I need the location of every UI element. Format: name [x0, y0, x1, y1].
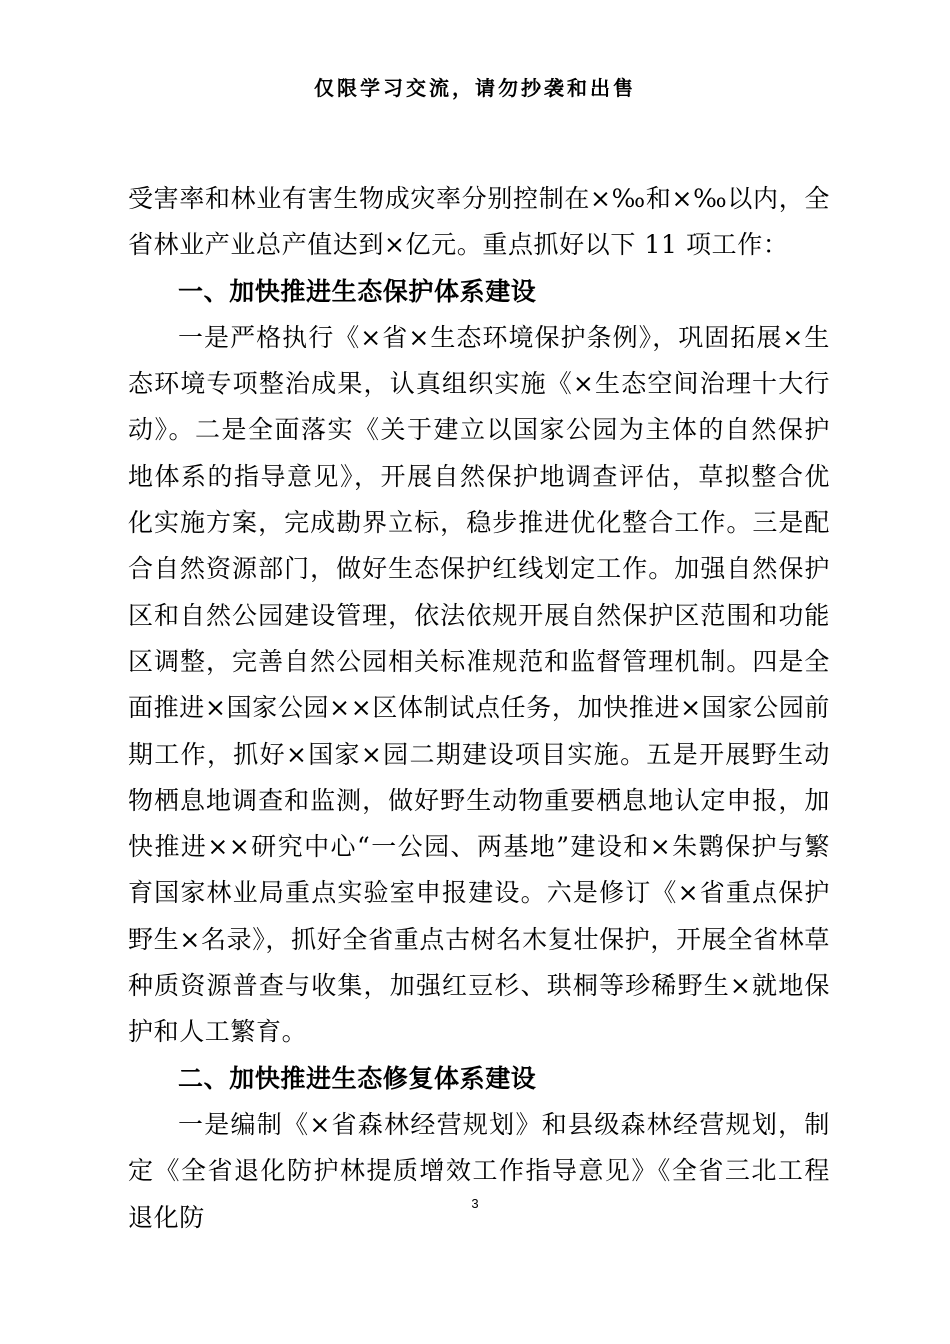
section-1-heading: 一、加快推进生态保护体系建设 [178, 276, 537, 306]
section-2-heading: 二、加快推进生态修复体系建设 [178, 1063, 537, 1093]
section-1-paragraph: 一是严格执行《×省×生态环境保护条例》，巩固拓展×生态环境专项整治成果，认真组织实施《×生态空间治理十大行动》。二是全面落实《关于建立以国家公园为主体的自然保护地体系的指导意见》，开展自然保护地调查评估，草拟整合优化实施方案，完成勘界立标，稳步推进优化整合工作。三是配合自然资源部门，做好生态保护红线划定工作。加强自然保护区和自然公园建设管理，依法依规开展自然保护区范围和功能区调整，完善自然公园相关标准规范和监督管理机制。四是全面推进×国家公园××区体制试点任务，加快推进×国家公园前期工作，抓好×国家×园二期建设项目实施。五是开展野生动物栖息地调查和监测，做好野生动物重要栖息地认定申报，加快推进××研究中心“一公园、两基地”建设和×朱鹮保护与繁育国家林业局重点实验室申报建设。六是修订《×省重点保护野生×名录》，抓好全省重点古树名木复壮保护，开展全省林草种质资源普查与收集，加强红豆杉、珙桐等珍稀野生×就地保护和人工繁育。 [128, 322, 830, 1047]
header-watermark: 仅限学习交流，请勿抄袭和出售 [314, 76, 636, 100]
page-number: 3 [471, 1196, 479, 1211]
document-body [128, 176, 830, 1241]
section-2-paragraph: 一是编制《×省森林经营规划》和县级森林经营规划，制定《全省退化防护林提质增效工作指导意见》《全省三北工程退化防 [128, 1109, 830, 1232]
intro-paragraph: 受害率和林业有害生物成灾率分别控制在×‰和×‰以内，全省林业产业总产值达到×亿元。重点抓好以下 11 项工作： [128, 184, 830, 260]
